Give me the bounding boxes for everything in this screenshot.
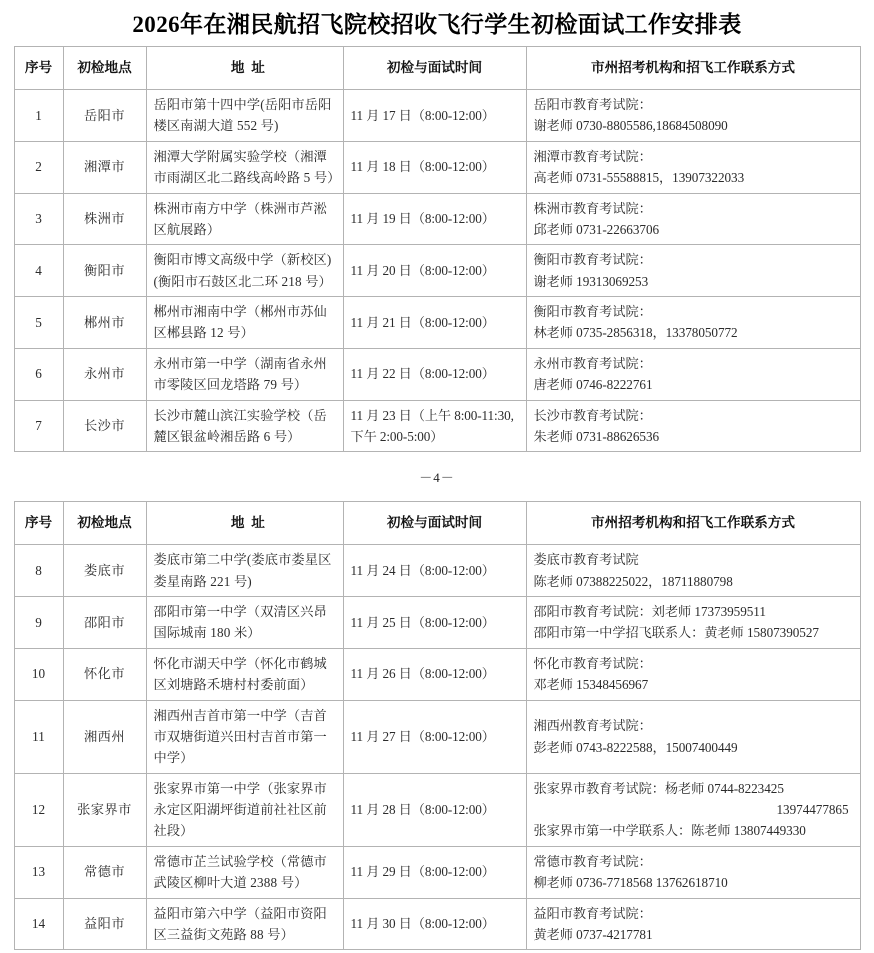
cell-place: 永州市 <box>63 348 146 400</box>
column-header-contact: 市州招考机构和招飞工作联系方式 <box>526 502 860 545</box>
contact-line: 邓老师 15348456967 <box>533 677 649 693</box>
table-row <box>14 846 860 898</box>
cell-no: 14 <box>14 898 63 950</box>
cell-time <box>343 773 526 846</box>
cell-time <box>343 400 526 452</box>
column-header-contact: 市州招考机构和招飞工作联系方式 <box>526 47 860 90</box>
time-line: 11 月 29 日（8:00-12:00） <box>350 864 495 880</box>
table-row <box>14 348 860 400</box>
cell-place: 邵阳市 <box>63 597 146 649</box>
cell-no: 5 <box>14 297 63 349</box>
cell-address: 岳阳市第十四中学(岳阳市岳阳楼区南湖大道 552 号) <box>146 90 343 142</box>
contact-line: 衡阳市教育考试院： <box>533 304 652 319</box>
column-header-address <box>146 502 343 545</box>
cell-contact <box>526 700 860 773</box>
table-row <box>14 773 860 846</box>
time-line: 11 月 22 日（8:00-12:00） <box>350 366 495 382</box>
cell-address: 郴州市湘南中学（郴州市苏仙区郴县路 12 号） <box>146 297 343 349</box>
cell-no: 10 <box>14 648 63 700</box>
contact-line: 谢老师 19313069253 <box>533 273 649 289</box>
cell-contact <box>526 245 860 297</box>
column-header-no: 序号 <box>14 47 63 90</box>
cell-contact <box>526 400 860 452</box>
cell-time <box>343 348 526 400</box>
cell-no: 8 <box>14 545 63 597</box>
table-row <box>14 141 860 193</box>
time-line: 11 月 26 日（8:00-12:00） <box>350 666 495 682</box>
table-body-part1 <box>14 90 860 452</box>
time-line: 11 月 28 日（8:00-12:00） <box>350 802 495 817</box>
column-header-no: 序号 <box>14 502 63 545</box>
cell-contact <box>526 348 860 400</box>
cell-contact <box>526 141 860 193</box>
cell-place: 株洲市 <box>63 193 146 245</box>
table-row <box>14 700 860 773</box>
table-body-part2 <box>14 545 860 950</box>
cell-place: 常德市 <box>63 846 146 898</box>
column-header-address-char1: 地 <box>230 59 252 75</box>
cell-address: 怀化市湖天中学（怀化市鹤城区刘塘路禾塘村村委前面） <box>146 648 343 700</box>
column-header-address-char2: 址 <box>251 59 265 75</box>
cell-time <box>343 90 526 142</box>
contact-line: 湘潭市教育考试院： <box>533 148 652 164</box>
page-number: －4－ <box>419 470 455 486</box>
cell-place: 岳阳市 <box>63 90 146 142</box>
cell-contact <box>526 597 860 649</box>
cell-time <box>343 297 526 349</box>
time-line: 11 月 25 日（8:00-12:00） <box>350 614 495 630</box>
cell-no: 7 <box>14 400 63 452</box>
time-line: 11 月 30 日（8:00-12:00） <box>350 916 495 932</box>
column-header-address-char1: 地 <box>230 515 252 531</box>
column-header-address-char2: 址 <box>251 515 265 531</box>
cell-no: 2 <box>14 141 63 193</box>
contact-line: 永州市教育考试院： <box>533 355 652 371</box>
cell-place: 娄底市 <box>63 545 146 597</box>
contact-line: 朱老师 0731-88626536 <box>533 428 660 444</box>
contact-line: 湘西州教育考试院： <box>533 718 652 734</box>
table-row <box>14 245 860 297</box>
cell-time <box>343 597 526 649</box>
cell-time <box>343 545 526 597</box>
cell-no: 9 <box>14 597 63 649</box>
time-line: 11 月 17 日（8:00-12:00） <box>350 107 495 123</box>
cell-time <box>343 898 526 950</box>
cell-time <box>343 648 526 700</box>
column-header-place: 初检地点 <box>63 502 146 545</box>
schedule-table-part1 <box>14 46 861 452</box>
contact-line: 13974477865 <box>776 802 849 817</box>
cell-place: 长沙市 <box>63 400 146 452</box>
cell-no: 12 <box>14 773 63 846</box>
cell-place: 湘西州 <box>63 700 146 773</box>
time-line: 下午 2:00-5:00） <box>350 428 444 444</box>
contact-line: 邵阳市第一中学招飞联系人：黄老师 15807390527 <box>533 625 819 641</box>
cell-address: 娄底市第二中学(娄底市娄星区娄星南路 221 号) <box>146 545 343 597</box>
contact-line: 高老师 0731-55588815，13907322033 <box>533 170 745 186</box>
contact-line: 长沙市教育考试院： <box>533 407 652 423</box>
cell-contact <box>526 90 860 142</box>
contact-line: 唐老师 0746-8222761 <box>533 377 653 393</box>
contact-line: 株洲市教育考试院： <box>533 200 652 216</box>
cell-contact <box>526 846 860 898</box>
contact-line: 谢老师 0730-8805586,18684508090 <box>533 118 728 134</box>
time-line: 11 月 24 日（8:00-12:00） <box>350 562 495 578</box>
cell-no: 11 <box>14 700 63 773</box>
cell-place: 郴州市 <box>63 297 146 349</box>
cell-contact <box>526 193 860 245</box>
cell-no: 3 <box>14 193 63 245</box>
contact-line: 柳老师 0736-7718568 13762618710 <box>533 875 728 891</box>
contact-line: 林老师 0735-2856318，13378050772 <box>533 325 738 341</box>
table-row <box>14 545 860 597</box>
contact-line: 彭老师 0743-8222588，15007400449 <box>533 739 738 755</box>
contact-line: 邵阳市教育考试院：刘老师 17373959511 <box>533 604 766 619</box>
cell-no: 13 <box>14 846 63 898</box>
cell-address: 永州市第一中学（湖南省永州市零陵区回龙塔路 79 号） <box>146 348 343 400</box>
cell-address: 湘潭大学附属实验学校（湘潭市雨湖区北二路线高岭路 5 号） <box>146 141 343 193</box>
contact-line: 衡阳市教育考试院： <box>533 252 652 268</box>
cell-address: 株洲市南方中学（株洲市芦淞区航展路） <box>146 193 343 245</box>
contact-line: 陈老师 07388225022，18711880798 <box>533 573 733 589</box>
page-title: 2026年在湘民航招飞院校招收飞行学生初检面试工作安排表 <box>132 12 742 37</box>
contact-line: 张家界市教育考试院：杨老师 0744-8223425 <box>533 780 784 796</box>
cell-time <box>343 193 526 245</box>
cell-contact <box>526 648 860 700</box>
cell-place: 衡阳市 <box>63 245 146 297</box>
cell-contact <box>526 297 860 349</box>
contact-line: 娄底市教育考试院 <box>533 552 639 568</box>
cell-place: 张家界市 <box>63 773 146 846</box>
cell-no: 6 <box>14 348 63 400</box>
cell-place: 湘潭市 <box>63 141 146 193</box>
contact-line: 黄老师 0737-4217781 <box>533 926 653 942</box>
column-header-time: 初检与面试时间 <box>343 502 526 545</box>
cell-time <box>343 141 526 193</box>
cell-time <box>343 245 526 297</box>
table-row <box>14 90 860 142</box>
table-header-row <box>14 502 860 545</box>
table-row <box>14 193 860 245</box>
column-header-time: 初检与面试时间 <box>343 47 526 90</box>
time-line: 11 月 21 日（8:00-12:00） <box>350 314 495 330</box>
time-line: 11 月 19 日（8:00-12:00） <box>350 211 495 227</box>
contact-line: 张家界市第一中学联系人：陈老师 13807449330 <box>533 823 806 839</box>
cell-no: 1 <box>14 90 63 142</box>
cell-address: 长沙市麓山滨江实验学校（岳麓区银盆岭湘岳路 6 号） <box>146 400 343 452</box>
cell-contact <box>526 898 860 950</box>
cell-time <box>343 846 526 898</box>
time-line: 11 月 27 日（8:00-12:00） <box>350 728 495 744</box>
column-header-address <box>146 47 343 90</box>
contact-line: 岳阳市教育考试院： <box>533 97 652 112</box>
contact-line: 常德市教育考试院： <box>533 853 652 869</box>
cell-address: 张家界市第一中学（张家界市永定区阳湖坪街道前社社区前社段） <box>146 773 343 846</box>
cell-place: 怀化市 <box>63 648 146 700</box>
cell-no: 4 <box>14 245 63 297</box>
cell-address: 邵阳市第一中学（双清区兴昂国际城南 180 米） <box>146 597 343 649</box>
table-row <box>14 898 860 950</box>
cell-address: 常德市芷兰试验学校（常德市武陵区柳叶大道 2388 号） <box>146 846 343 898</box>
column-header-place: 初检地点 <box>63 47 146 90</box>
cell-contact <box>526 545 860 597</box>
time-line: 11 月 18 日（8:00-12:00） <box>350 159 495 175</box>
table-row <box>14 597 860 649</box>
contact-line: 益阳市教育考试院： <box>533 905 652 921</box>
cell-place: 益阳市 <box>63 898 146 950</box>
table-row <box>14 648 860 700</box>
cell-address: 益阳市第六中学（益阳市资阳区三益街文苑路 88 号） <box>146 898 343 950</box>
cell-address: 湘西州吉首市第一中学（吉首市双塘街道兴田村吉首市第一中学） <box>146 700 343 773</box>
time-line: 11 月 20 日（8:00-12:00） <box>350 262 495 278</box>
table-row <box>14 400 860 452</box>
cell-contact <box>526 773 860 846</box>
cell-address: 衡阳市博文高级中学（新校区)(衡阳市石鼓区北二环 218 号） <box>146 245 343 297</box>
table-header-row <box>14 47 860 90</box>
time-line: 11 月 23 日（上午 8:00-11:30, <box>350 407 514 423</box>
contact-line: 邱老师 0731-22663706 <box>533 221 660 237</box>
cell-time <box>343 700 526 773</box>
table-row <box>14 297 860 349</box>
schedule-table-part2 <box>14 501 861 950</box>
contact-line: 怀化市教育考试院： <box>533 655 652 671</box>
